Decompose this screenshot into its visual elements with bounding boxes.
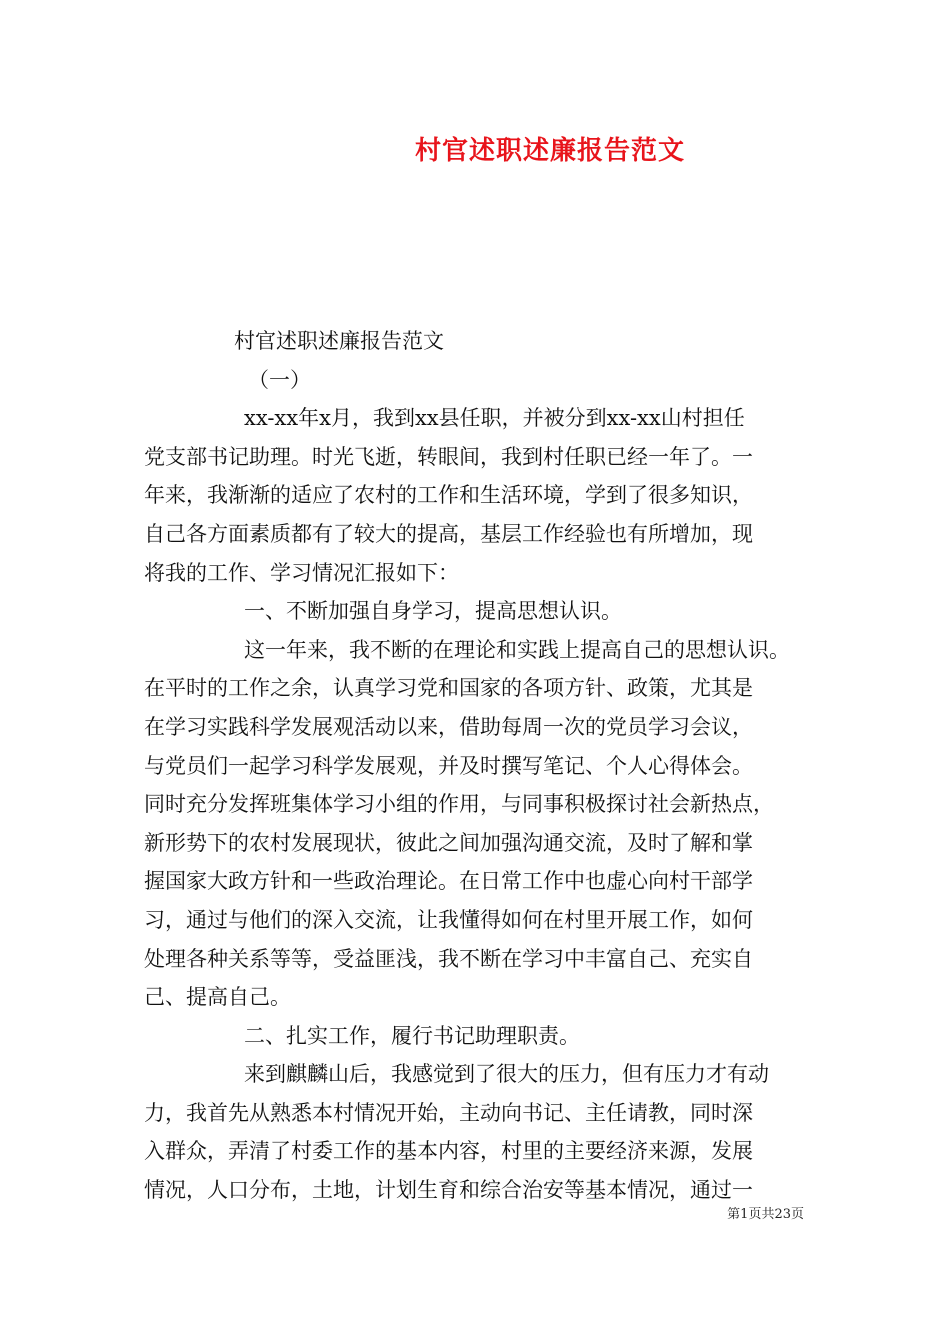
- text-line: 自己各方面素质都有了较大的提高，基层工作经验也有所增加，现: [144, 521, 753, 546]
- text-line: 入群众，弄清了村委工作的基本内容，村里的主要经济来源，发展: [144, 1139, 753, 1164]
- text-line: 在学习实践科学发展观活动以来，借助每周一次的党员学习会议，: [144, 714, 753, 739]
- document-title: 村官述职述廉报告范文: [414, 136, 685, 166]
- text-line: （一）: [248, 367, 311, 392]
- text-line: 将我的工作、学习情况汇报如下：: [144, 560, 459, 585]
- text-line: 与党员们一起学习科学发展观，并及时撰写笔记、个人心得体会。: [144, 753, 753, 778]
- text-line: 年来，我渐渐的适应了农村的工作和生活环境，学到了很多知识，: [144, 483, 753, 508]
- text-line: 这一年来，我不断的在理论和实践上提高自己的思想认识。: [244, 637, 790, 662]
- text-line: 来到麒麟山后，我感觉到了很大的压力，但有压力才有动: [244, 1062, 769, 1087]
- text-line: 习，通过与他们的深入交流，让我懂得如何在村里开展工作，如何: [144, 907, 753, 932]
- page-footer: 第1页共23页: [727, 1207, 804, 1222]
- text-line: 二、扎实工作，履行书记助理职责。: [244, 1023, 580, 1048]
- text-line: 己、提高自己。: [144, 985, 291, 1010]
- text-line: 新形势下的农村发展现状，彼此之间加强沟通交流，及时了解和掌: [144, 830, 753, 855]
- document-body: [144, 322, 812, 1210]
- text-line: 处理各种关系等等，受益匪浅，我不断在学习中丰富自己、充实自: [144, 946, 753, 971]
- text-line: 一、不断加强自身学习，提高思想认识。: [244, 599, 622, 624]
- text-line: 力，我首先从熟悉本村情况开始，主动向书记、主任请教，同时深: [144, 1100, 753, 1125]
- text-line: xx-xx年x月，我到xx县任职，并被分到xx-xx山村担任: [244, 406, 745, 431]
- text-line: 村官述职述廉报告范文: [234, 329, 444, 353]
- text-line: 在平时的工作之余，认真学习党和国家的各项方针、政策，尤其是: [144, 676, 753, 701]
- text-line: 握国家大政方针和一些政治理论。在日常工作中也虚心向村干部学: [144, 869, 753, 894]
- text-line: 党支部书记助理。时光飞逝，转眼间，我到村任职已经一年了。一: [144, 444, 753, 469]
- text-line: 情况，人口分布，土地，计划生育和综合治安等基本情况，通过一: [144, 1178, 753, 1203]
- text-line: 同时充分发挥班集体学习小组的作用，与同事积极探讨社会新热点，: [144, 792, 774, 817]
